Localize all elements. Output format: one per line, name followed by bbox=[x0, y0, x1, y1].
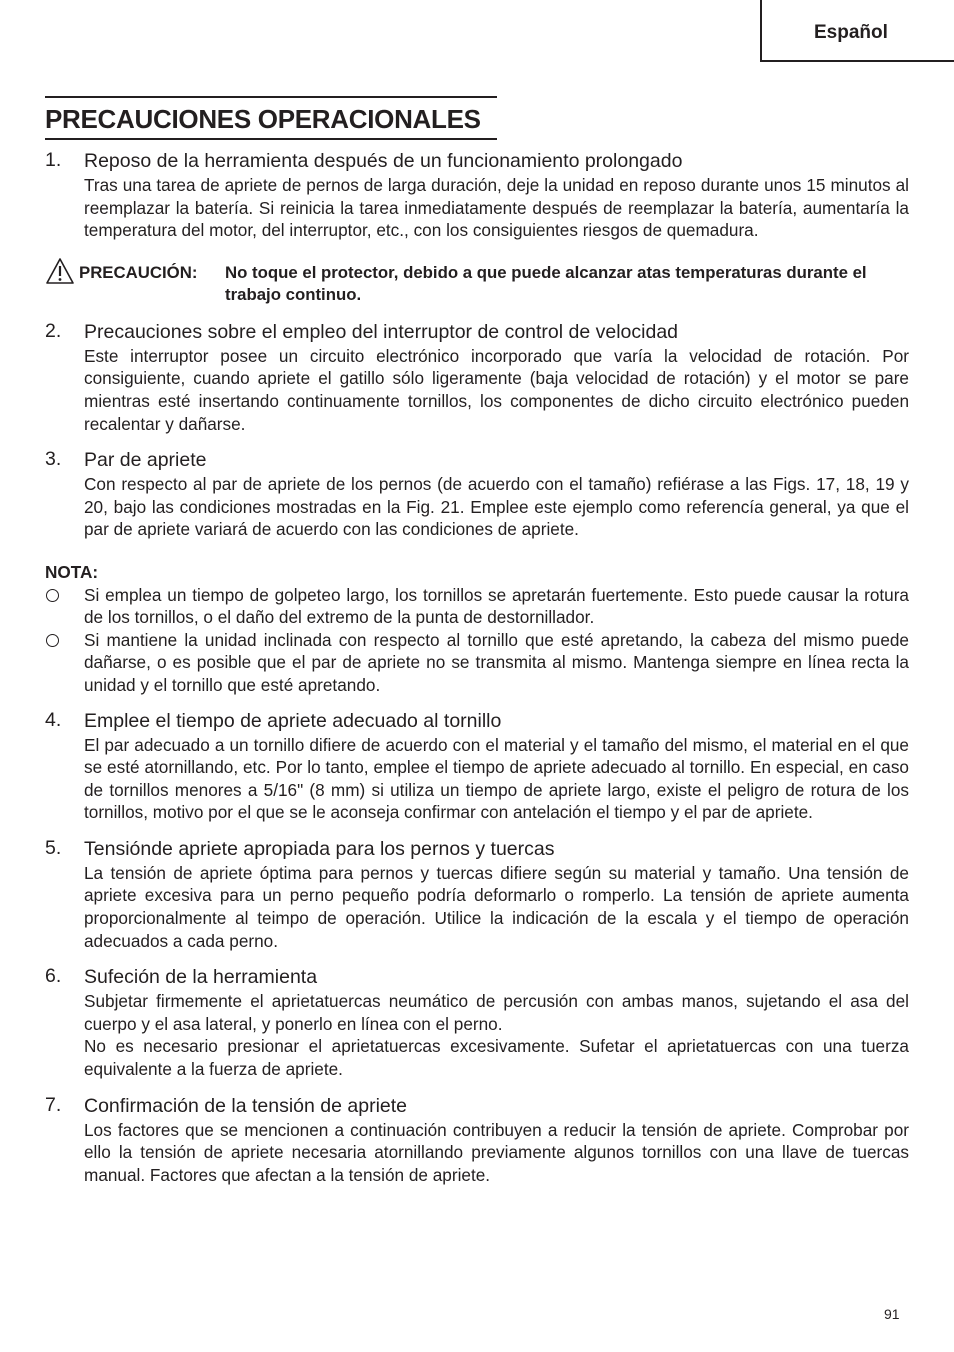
item-heading: Reposo de la herramienta después de un funcionamiento prolongado bbox=[84, 150, 683, 172]
item-body: Los factores que se mencionen a continuación contribuyen a reducir la tensión de apriete. Comprobar por ello la tensión de apriete necesaria atornillando previamente algunos tornillos con una llave de tuercas manual. Factores que afectan a la tensión de apriete. bbox=[84, 1119, 909, 1185]
list-item-4 bbox=[45, 709, 909, 824]
item-body: El par adecuado a un tornillo difiere de acuerdo con el material y el tamaño del mismo, el material en el que se esté atornillando, etc. Por lo tanto, emplee el tiempo de apriete adecuado al tornillo. En especial, en caso de tornillos menores a 5/16" (8 mm) si utiliza un tiempo de apriete largo, existe el peligro de rotura de los tornillos, motivo por el que se le aconseja confirmar con antelación el tiempo y el par de apriete. bbox=[84, 734, 909, 823]
warning-triangle-icon bbox=[45, 257, 75, 285]
item-number: 6. bbox=[45, 965, 62, 988]
main-content bbox=[45, 149, 909, 1199]
item-heading: Tensiónde apriete apropiada para los pernos y tuercas bbox=[84, 837, 555, 860]
note-bullet bbox=[45, 629, 909, 697]
item-heading: Emplee el tiempo de apriete adecuado al tornillo bbox=[84, 709, 502, 732]
list-item-2 bbox=[45, 320, 909, 435]
list-item-6 bbox=[45, 965, 909, 1080]
item-body: Este interruptor posee un circuito electrónico incorporado que varía la velocidad de rotación. Por consiguiente, cuando apriete el gatillo sólo ligeramente (baja velocidad de rotación) y el motor se pare mientras esté insertando continuamente tornillos, los componentes de dicho circuito electrónico pueden recalentar y dañarse. bbox=[84, 345, 909, 434]
item-body-continued: No es necesario presionar el aprietatuercas excesivamente. Sufetar el aprietatuercas con una tuerza equivalente a la fuerza de apriete. bbox=[84, 1036, 909, 1080]
item-number: 2. bbox=[45, 319, 62, 342]
caution-label: PRECAUCIÓN: bbox=[79, 262, 198, 282]
item-body: Subjetar firmemente el aprietatuercas neumático de percusión con ambas manos, sujetando el asa del cuerpo y el asa lateral, y ponerlo en línea con el perno. bbox=[84, 991, 909, 1034]
item-number: 5. bbox=[45, 836, 62, 859]
note-bullet bbox=[45, 584, 909, 629]
item-number: 3. bbox=[45, 448, 62, 471]
page-number: 91 bbox=[884, 1306, 900, 1322]
bullet-text: Si mantiene la unidad inclinada con respecto al tornillo que esté apretando, la cabeza del mismo puede dañarse, o es posible que el par de apriete no se transmita al mismo. Mantenga siempre en línea recta la unidad y el tornillo que esté apretando. bbox=[84, 629, 909, 695]
item-number: 7. bbox=[45, 1093, 62, 1116]
circle-bullet-icon bbox=[46, 589, 59, 602]
item-heading: Precauciones sobre el empleo del interruptor de control de velocidad bbox=[84, 320, 679, 343]
language-tab bbox=[760, 0, 954, 62]
section-title: PRECAUCIONES OPERACIONALES bbox=[45, 96, 497, 140]
item-heading: Sufeción de la herramienta bbox=[84, 966, 318, 989]
item-number: 1. bbox=[45, 149, 62, 171]
note-label: NOTA: bbox=[45, 561, 99, 582]
list-item-1 bbox=[45, 149, 909, 242]
language-label: Español bbox=[814, 22, 888, 43]
item-number: 4. bbox=[45, 708, 62, 731]
item-body: Con respecto al par de apriete de los pernos (de acuerdo con el tamaño) refiérase a las Figs. 17, 18, 19 y 20, bajo las condiciones mostradas en la Fig. 21. Emplee este ejemplo como referencía general, ya que el par de apriete variará de acuerdo con las condiciones de apriete. bbox=[84, 474, 909, 540]
list-item-3 bbox=[45, 448, 909, 541]
caution-block bbox=[45, 262, 909, 306]
note-bullets bbox=[45, 584, 909, 697]
item-heading: Confirmación de la tensión de apriete bbox=[84, 1094, 408, 1117]
item-body: La tensión de apriete óptima para pernos y tuercas difiere según su material y tamaño. Una tensión de apriete excesiva para un perno pequeño podría deformarlo o romperlo. La tensión de apriete aumenta proporcionalmente al teimpo de operación. Utilice la indicación de la escala y el tiempo de operación adecuados a cada perno. bbox=[84, 862, 909, 951]
list-item-7 bbox=[45, 1094, 909, 1187]
circle-bullet-icon bbox=[46, 634, 59, 647]
bullet-text: Si emplea un tiempo de golpeteo largo, los tornillos se apretarán fuertemente. Esto puede causar la rotura de los tornillos, o el daño del extremo de la punta de destornillador. bbox=[84, 584, 909, 628]
item-heading: Par de apriete bbox=[84, 449, 207, 472]
caution-text: No toque el protector, debido a que puede alcanzar atas temperaturas durante el trabajo continuo. bbox=[225, 262, 867, 304]
item-body: Tras una tarea de apriete de pernos de larga duración, deje la unidad en reposo durante unos 15 minutos al reemplazar la batería. Si reinicia la tarea inmediatamente después de reemplazar la batería, aumentaría la temperatura del motor, del interruptor, etc., con los consiguientes riesgos de quemadura. bbox=[84, 175, 909, 241]
list-item-5 bbox=[45, 837, 909, 952]
